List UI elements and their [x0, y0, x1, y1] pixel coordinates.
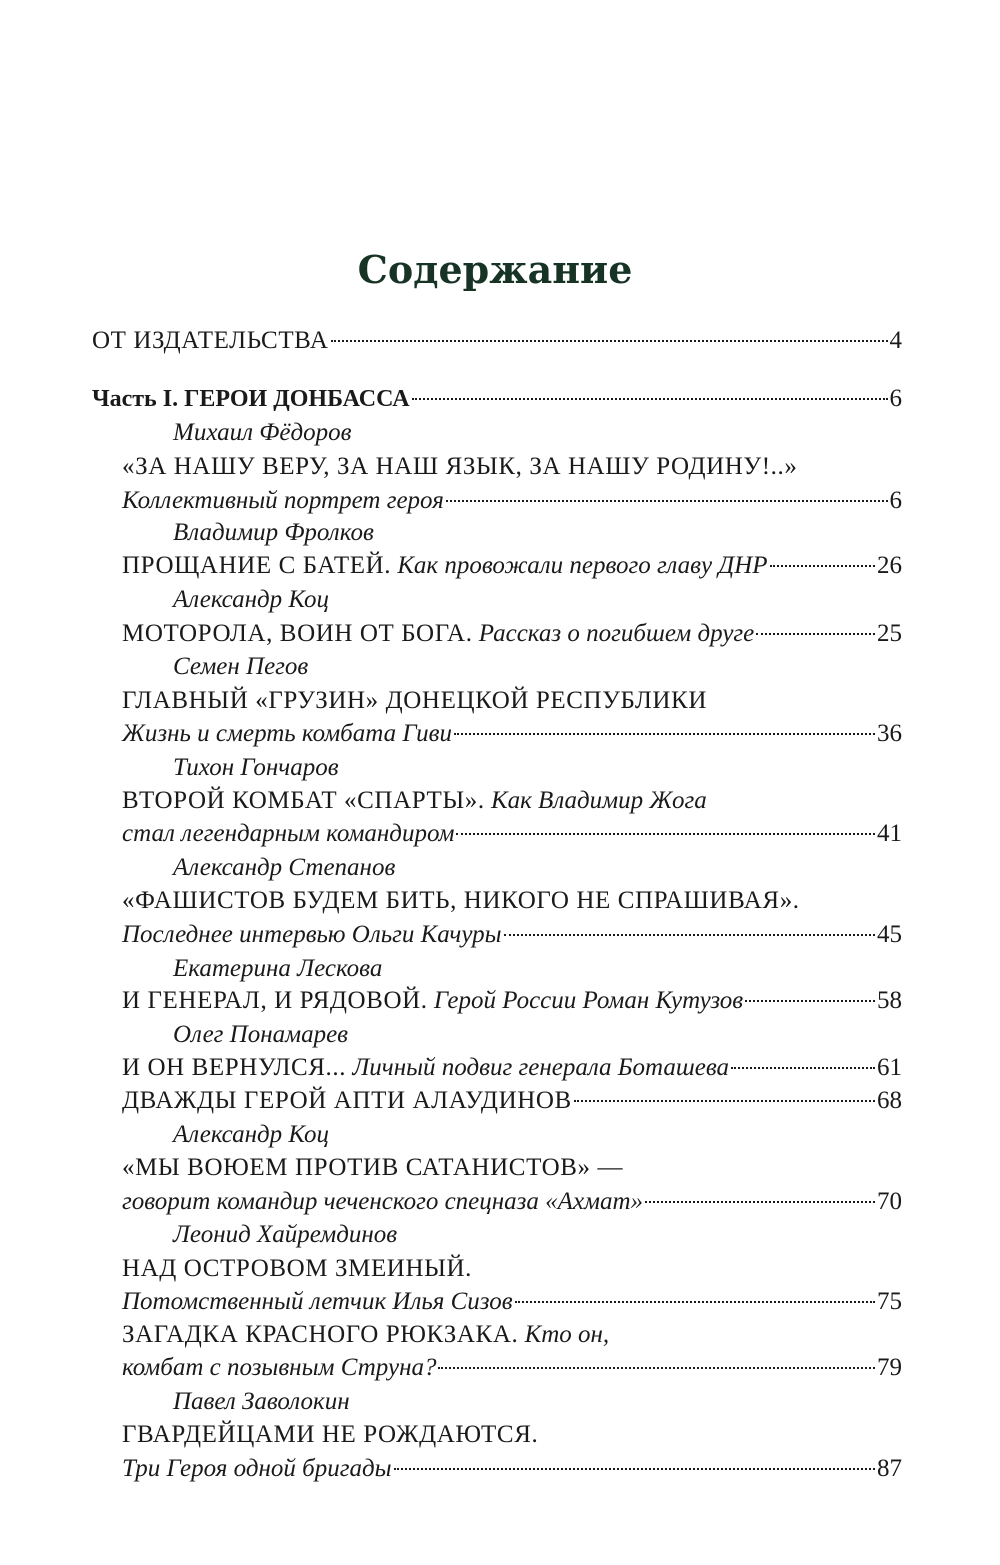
page-number: 4	[889, 327, 902, 354]
page-number: 6	[889, 487, 902, 514]
entry-author: Владимир Фролков	[173, 519, 374, 546]
entry-subtitle: говорит командир чеченского спецназа «Ахмат»	[122, 1188, 644, 1215]
entry-author: Екатерина Лескова	[173, 955, 383, 982]
entry-title: ДВАЖДЫ ГЕРОЙ АПТИ АЛАУДИНОВ	[122, 1087, 572, 1114]
entry-title: ГВАРДЕЙЦАМИ НЕ РОЖДАЮТСЯ.	[122, 1421, 539, 1448]
entry-subtitle: Коллективный портрет героя	[122, 487, 444, 514]
entry-subtitle: Кто он,	[524, 1321, 610, 1348]
entry-author: Павел Заволокин	[173, 1388, 350, 1415]
toc-entry	[122, 484, 902, 518]
toc-entry	[122, 1084, 902, 1118]
entry-title: И ОН ВЕРНУЛСЯ...	[122, 1054, 347, 1081]
dot-leader	[745, 1000, 875, 1002]
entry-subtitle: Потомственный летчик Илья Сизов	[122, 1288, 513, 1315]
entry-author: Михаил Фёдоров	[173, 419, 352, 446]
entry-title: ГЛАВНЫЙ «ГРУЗИН» ДОНЕЦКОЙ РЕСПУБЛИКИ	[122, 687, 707, 714]
entry-subtitle: Жизнь и смерть комбата Гиви	[122, 720, 452, 747]
page-number: 87	[877, 1455, 902, 1482]
entry-title: И ГЕНЕРАЛ, И РЯДОВОЙ.	[122, 987, 428, 1014]
entry-title: НАД ОСТРОВОМ ЗМЕИНЫЙ.	[122, 1255, 473, 1282]
entry-title: «МЫ ВОЮЕМ ПРОТИВ САТАНИСТОВ» —	[122, 1154, 624, 1181]
entry-title: «ЗА НАШУ ВЕРУ, ЗА НАШ ЯЗЫК, ЗА НАШУ РОДИНУ!..»	[122, 453, 798, 480]
page-title: Содержание	[357, 247, 633, 292]
entry-subtitle: Как Владимир Жога	[491, 787, 707, 814]
toc-entry	[122, 918, 902, 952]
toc-entry	[122, 617, 902, 651]
toc-entry	[122, 1452, 902, 1486]
toc-entry	[122, 1351, 902, 1385]
entry-author: Александр Коц	[173, 586, 330, 613]
dot-leader	[412, 398, 888, 400]
toc-entry	[122, 1285, 902, 1319]
page-number: 70	[877, 1188, 902, 1215]
entry-author: Олег Понамарев	[173, 1021, 349, 1048]
dot-leader	[454, 733, 875, 735]
entry-title-line	[122, 784, 707, 818]
entry-subtitle: стал легендарным командиром	[122, 820, 455, 847]
entry-author: Семен Пегов	[173, 653, 309, 680]
entry-title: «ФАШИСТОВ БУДЕМ БИТЬ, НИКОГО НЕ СПРАШИВАЯ».	[122, 887, 800, 914]
toc-entry	[122, 1185, 902, 1219]
entry-subtitle: Герой России Роман Кутузов	[433, 987, 744, 1014]
page-number: 6	[889, 385, 902, 412]
page-number: 36	[877, 720, 902, 747]
entry-author: Леонид Хайремдинов	[173, 1221, 398, 1248]
page-number: 79	[877, 1354, 902, 1381]
entry-author: Александр Коц	[173, 1121, 330, 1148]
part-title: Часть I. ГЕРОИ ДОНБАССА	[92, 386, 410, 412]
page-number: 45	[877, 921, 902, 948]
page-number: 58	[877, 987, 902, 1014]
toc-entry-part-1	[92, 382, 902, 416]
entry-title: ОТ ИЗДАТЕЛЬСТВА	[92, 327, 329, 354]
page-number: 41	[877, 820, 902, 847]
entry-title: МОТОРОЛА, ВОИН ОТ БОГА.	[122, 620, 473, 647]
entry-subtitle: Три Героя одной бригады	[122, 1455, 392, 1482]
dot-leader	[456, 833, 875, 835]
entry-title: ПРОЩАНИЕ С БАТЕЙ.	[122, 552, 392, 579]
dot-leader	[731, 1067, 875, 1069]
page-number: 25	[877, 620, 902, 647]
entry-subtitle: Личный подвиг генерала Боташева	[352, 1054, 730, 1081]
dot-leader	[438, 1367, 875, 1369]
page-number: 61	[877, 1054, 902, 1081]
toc-entry	[122, 549, 902, 583]
dot-leader	[770, 565, 875, 567]
dot-leader	[504, 934, 875, 936]
dot-leader	[446, 500, 888, 502]
dot-leader	[331, 340, 888, 342]
entry-title: ЗАГАДКА КРАСНОГО РЮКЗАКА.	[122, 1321, 519, 1348]
toc-entry	[122, 984, 902, 1018]
entry-subtitle: Рассказ о погибшем друге	[478, 620, 755, 647]
toc-entry	[122, 717, 902, 751]
entry-author: Тихон Гончаров	[173, 754, 339, 781]
entry-subtitle: комбат с позывным Струна?	[122, 1354, 437, 1381]
page-number: 68	[877, 1087, 902, 1114]
dot-leader	[394, 1468, 875, 1470]
page-number: 26	[877, 552, 902, 579]
entry-title: ВТОРОЙ КОМБАТ «СПАРТЫ».	[122, 787, 485, 814]
toc-entry	[122, 1051, 902, 1085]
dot-leader	[574, 1100, 875, 1102]
dot-leader	[515, 1301, 875, 1303]
toc-entry	[122, 817, 902, 851]
dot-leader	[756, 633, 875, 635]
toc-entry-publisher	[92, 324, 902, 358]
entry-subtitle: Как провожали первого главу ДНР	[397, 552, 768, 579]
entry-subtitle: Последнее интервью Ольги Качуры	[122, 921, 502, 948]
entry-title-line	[122, 1318, 609, 1352]
dot-leader	[645, 1201, 875, 1203]
page-number: 75	[877, 1288, 902, 1315]
entry-author: Александр Степанов	[173, 854, 396, 881]
